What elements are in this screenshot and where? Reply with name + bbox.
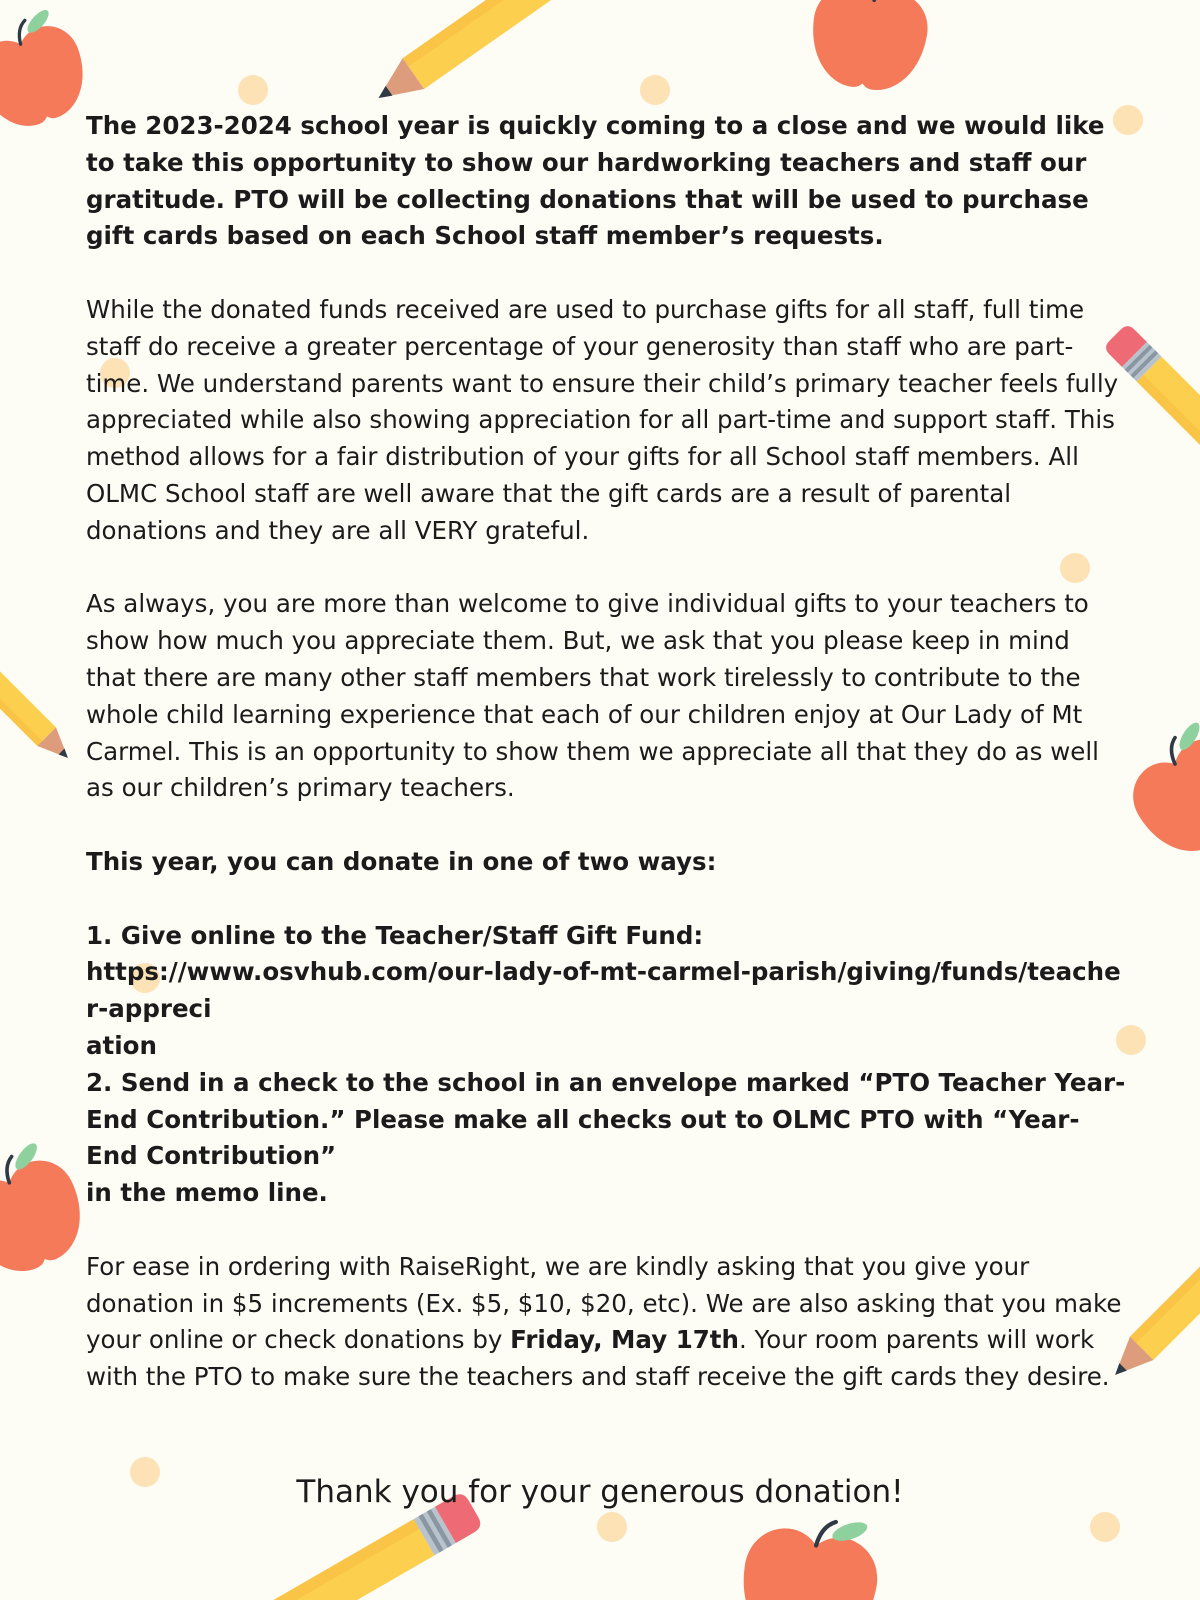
gift-fund-link[interactable]: https://www.osvhub.com/our-lady-of-mt-carmel-parish/giving/funds/teacher-appreci bbox=[86, 957, 1121, 1024]
dot bbox=[597, 1512, 627, 1542]
closing-text: For ease in ordering with RaiseRight, we are kindly asking that you give your donation in $5 increments (Ex. $5, $10, $20, etc). We are also asking that you make your online or check donations by bbox=[86, 1251, 1122, 1355]
apple-icon bbox=[732, 1500, 887, 1600]
intro-paragraph: The 2023-2024 school year is quickly coming to a close and we would like to take this opportunity to show our hardworking teachers and staff our gratitude. PTO will be collecting donations that will be used to purchase gift cards based on each School staff member’s requests. bbox=[86, 111, 1105, 251]
deadline-date: Friday, May 17th bbox=[510, 1325, 739, 1355]
individual-gifts-paragraph: As always, you are more than welcome to give individual gifts to your teachers to show how much you appreciate them. But, we ask that you please keep in mind that there are many other staff members that work tirelessly to contribute to the whole child learning experience that each of our children enjoy at Our Lady of Mt Carmel. This is an opportunity to show them we appreciate all that they do as well as our children’s primary teachers. bbox=[86, 589, 1099, 803]
dot bbox=[238, 75, 268, 105]
dot bbox=[640, 75, 670, 105]
closing-paragraph bbox=[86, 1249, 1126, 1396]
distribution-paragraph: While the donated funds received are used to purchase gifts for all staff, full time staff do receive a greater percentage of your generosity than staff who are part-time. We understand parents want to ensure their child’s primary teacher feels fully appreciated while also showing appreciation for all part-time and support staff. This method allows for a fair distribution of your gifts for all School staff members. All OLMC School staff are well aware that the gift cards are a result of parental donations and they are all VERY grateful. bbox=[86, 294, 1119, 545]
closing-text-end: . Your room parents will work with the PTO to make sure the teachers and staff receive the gift cards they desire. bbox=[86, 1325, 1110, 1392]
pencil-icon bbox=[368, 0, 605, 113]
apple-icon bbox=[805, 0, 935, 96]
donation-ways-heading: This year, you can donate in one of two ways: bbox=[86, 846, 717, 876]
apple-icon bbox=[0, 1132, 99, 1288]
option-online-label: 1. Give online to the Teacher/Staff Gift Fund: bbox=[86, 920, 704, 950]
gift-fund-link-continued[interactable]: ation bbox=[86, 1030, 157, 1060]
apple-icon bbox=[0, 0, 98, 138]
flyer-body bbox=[86, 108, 1126, 1396]
thank-you-message: Thank you for your generous donation! bbox=[296, 1474, 904, 1510]
pencil-icon bbox=[0, 617, 77, 767]
dot bbox=[1090, 1512, 1120, 1542]
option-check-memo: in the memo line. bbox=[86, 1178, 328, 1208]
option-check-text: 2. Send in a check to the school in an envelope marked “PTO Teacher Year-End Contribution.” Please make all checks out to OLMC PTO with “Year-End Contribution” bbox=[86, 1067, 1126, 1171]
